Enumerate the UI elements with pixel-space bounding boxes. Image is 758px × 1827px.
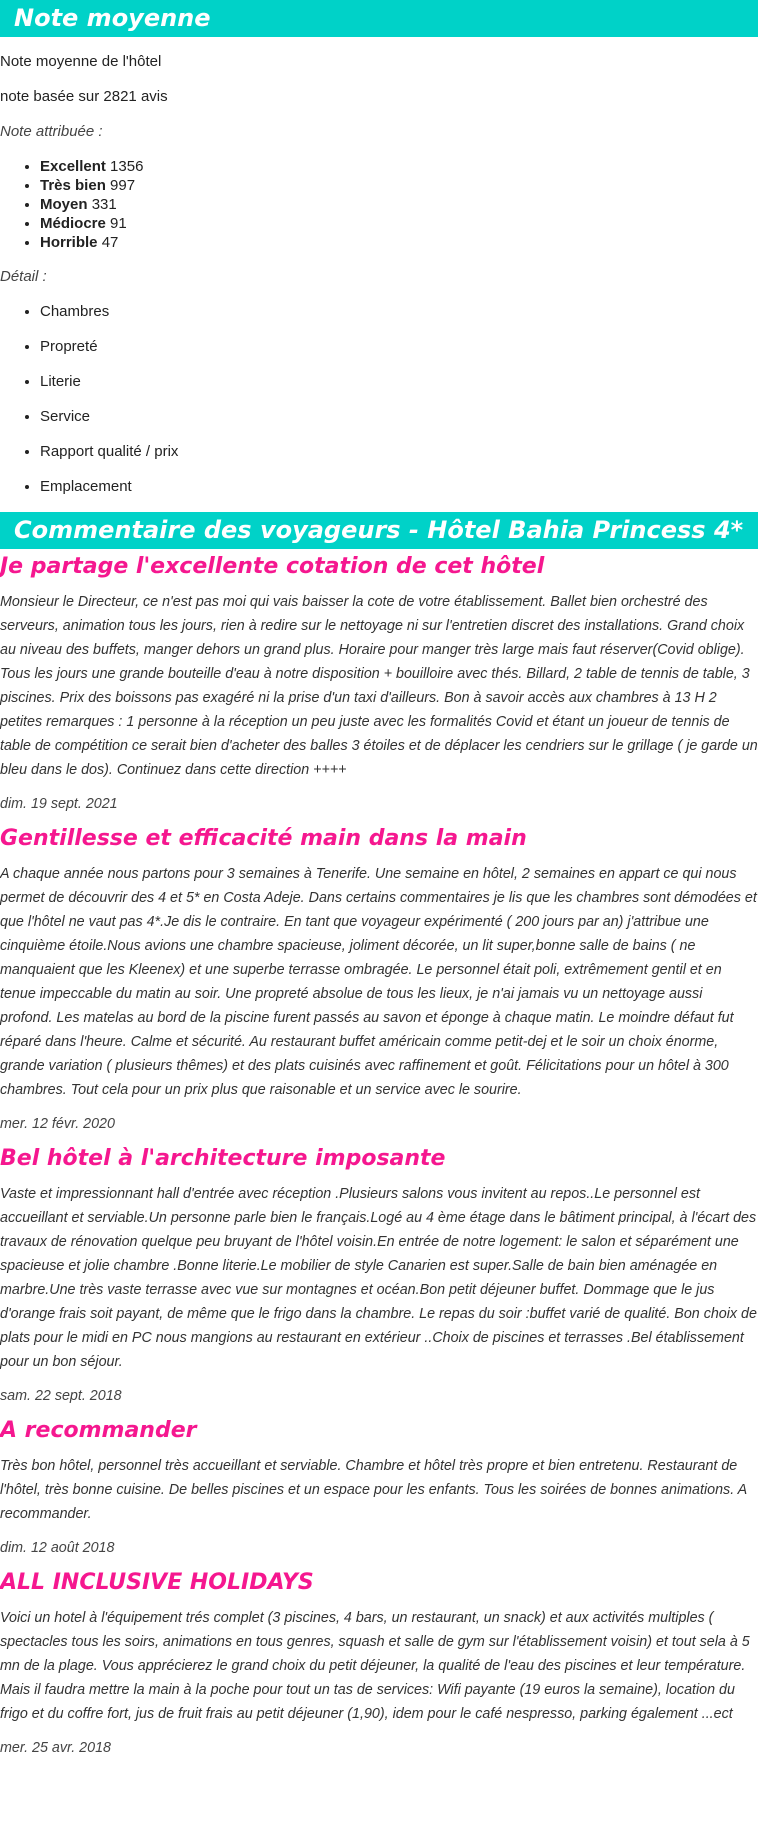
detail-item: • Service <box>40 407 758 427</box>
review-body: A chaque année nous partons pour 3 semaines à Tenerife. Une semaine en hôtel, 2 semaines en appart ce qui nous permet de découvrir des 4 et 5* en Costa Adeje. Dans certains commentaires je lis que les chambres sont démodées et que l'hôtel ne vaut pas 4*.Je dis le contraire. En tant que voyageur expérimenté ( 200 jours par an) j'attribue une cinquième étoile.Nous avions une chambre spacieuse, joliment décorée, un lit super,bonne salle de bains ( ne manquaient que les Kleenex) et une superbe terrasse ombragée. Le personnel était poli, extrêmement gentil et en tenue impeccable du matin au soir. Une propreté absolue de tous les lieux, je n'ai jamais vu un nettoyage aussi profond. Les matelas au bord de la piscine furent passés au savon et éponge à chaque matin. Le moindre défaut fut réparé dans l'heure. Calme et sécurité. Au restaurant buffet américain comme petit-dej et le soir un choix énorme, grande variation ( plusieurs thêmes) et des plats cuisinés avec raffinement et goût. Félicitations pour un hôtel à 300 chambres. Tout cela pour un prix plus que raisonable et un service avec le sourire. <box>0 866 757 1098</box>
detail-item: • Chambres <box>40 302 758 322</box>
review-count-text: note basée sur 2821 avis <box>0 88 168 105</box>
rating-count: 91 <box>110 215 127 232</box>
review-title: A recommander <box>0 1418 197 1443</box>
review-list <box>0 553 758 1758</box>
review-title: ALL INCLUSIVE HOLIDAYS <box>0 1570 314 1595</box>
review-title: Bel hôtel à l'architecture imposante <box>0 1146 446 1171</box>
review-item <box>0 553 758 814</box>
rating-horrible <box>40 233 758 252</box>
rating-count: 997 <box>110 177 136 194</box>
rating-count: 331 <box>91 196 117 213</box>
rating-moyen <box>40 195 758 214</box>
rating-count: 1356 <box>110 158 144 175</box>
review-body: Très bon hôtel, personnel très accueillant et serviable. Chambre et hôtel très propre et bien entretenu. Restaurant de l'hôtel, très bonne cuisine. De belles piscines et un espace pour les enfants. Tous les soirées de bonnes animations. A recommander. <box>0 1458 747 1522</box>
review-body: Monsieur le Directeur, ce n'est pas moi qui vais baisser la cote de votre établissement. Ballet bien orchestré des serveurs, animation tous les jours, rien à redire sur le nettoyage ni sur l'entretien discret des installations. Grand choix au niveau des buffets, manger dehors un grand plus. Horaire pour manger très large mais faut réserver(Covid oblige). Tous les jours une grande bouteille d'eau à notre disposition + bouilloire avec thés. Billard, 2 table de tennis de table, 3 piscines. Prix des boissons pas exagéré ni la prise d'un taxi d'ailleurs. Bon à savoir accès aux chambres à 13 H 2 petites remarques : 1 personne à la réception un peu juste avec les formalités Covid et étant un joueur de tennis de table de compétition ce serait bien d'acheter des balles 3 étoiles et de déplacer les cendriers sur le grillage ( je garde un bleu dans le dos). Continuez dans cette direction ++++ <box>0 594 758 778</box>
detail-item: • Emplacement <box>40 477 758 497</box>
rating-label: Excellent <box>40 158 106 175</box>
review-item <box>0 1569 758 1758</box>
rating-label: Moyen <box>40 196 88 213</box>
review-item <box>0 825 758 1134</box>
review-body: Voici un hotel à l'équipement trés complet (3 piscines, 4 bars, un restaurant, un snack) et aux activités multiples ( spectacles tous les soirs, animations en tous genres, squash et salle de gym sur l'établissement voisin) et tout sela à 5 mn de la plage. Vous apprécierez le grand choix du petit déjeuner, la qualité de l'eau des piscines et leur température. Mais il faudra mettre la main à la poche pour tout un tas de services: Wifi payante (19 euros la semaine), location du frigo et du coffre fort, jus de fruit frais au petit déjeuner (1,90), idem pour le café nespresso, parking également ...ect <box>0 1610 750 1722</box>
review-date: sam. 22 sept. 2018 <box>0 1388 122 1404</box>
rating-label: Horrible <box>40 234 98 251</box>
rating-mediocre <box>40 214 758 233</box>
rating-label: Médiocre <box>40 215 106 232</box>
hotel-average-label: Note moyenne de l'hôtel <box>0 53 162 70</box>
detail-label: Détail : <box>0 268 47 285</box>
review-date: mer. 25 avr. 2018 <box>0 1740 111 1756</box>
review-date: dim. 19 sept. 2021 <box>0 796 118 812</box>
note-moyenne-banner: Note moyenne <box>0 0 758 37</box>
detail-item: • Rapport qualité / prix <box>40 442 758 462</box>
review-date: mer. 12 févr. 2020 <box>0 1116 115 1132</box>
review-title: Gentillesse et efficacité main dans la main <box>0 826 527 851</box>
rating-excellent <box>40 157 758 176</box>
rating-breakdown-list <box>0 157 758 252</box>
rating-label: Très bien <box>40 177 106 194</box>
review-date: dim. 12 août 2018 <box>0 1540 115 1556</box>
awarded-rating-label: Note attribuée : <box>0 123 103 140</box>
rating-count: 47 <box>101 234 119 251</box>
detail-item: • Literie <box>40 372 758 392</box>
review-title: Je partage l'excellente cotation de cet hôtel <box>0 554 545 579</box>
detail-item: • Propreté <box>40 337 758 357</box>
review-item <box>0 1145 758 1406</box>
comments-banner: Commentaire des voyageurs - Hôtel Bahia Princess 4* <box>0 512 758 549</box>
review-body: Vaste et impressionnant hall d'entrée avec réception .Plusieurs salons vous invitent au repos..Le personnel est accueillant et serviable.Un personne parle bien le français.Logé au 4 ème étage dans le bâtiment principal, à l'écart des travaux de rénovation quelque peu bruyant de l'hôtel voisin.En entrée de notre logement: le salon et séparément une spacieuse et jolie chambre .Bonne literie.Le mobilier de style Canarien est super.Salle de bain bien aménagée en marbre.Une très vaste terrasse avec vue sur montagnes et océan.Bon petit déjeuner buffet. Dommage que le jus d'orange frais soit payant, de même que le frigo dans la chambre. Le repas du soir :buffet varié de qualité. Bon choix de plats pour le midi en PC nous mangions au restaurant en extérieur ..Choix de piscines et terrasses .Bel établissement pour un bon séjour. <box>0 1186 757 1370</box>
review-item <box>0 1417 758 1558</box>
rating-tres-bien <box>40 176 758 195</box>
detail-criteria-list <box>0 302 758 497</box>
